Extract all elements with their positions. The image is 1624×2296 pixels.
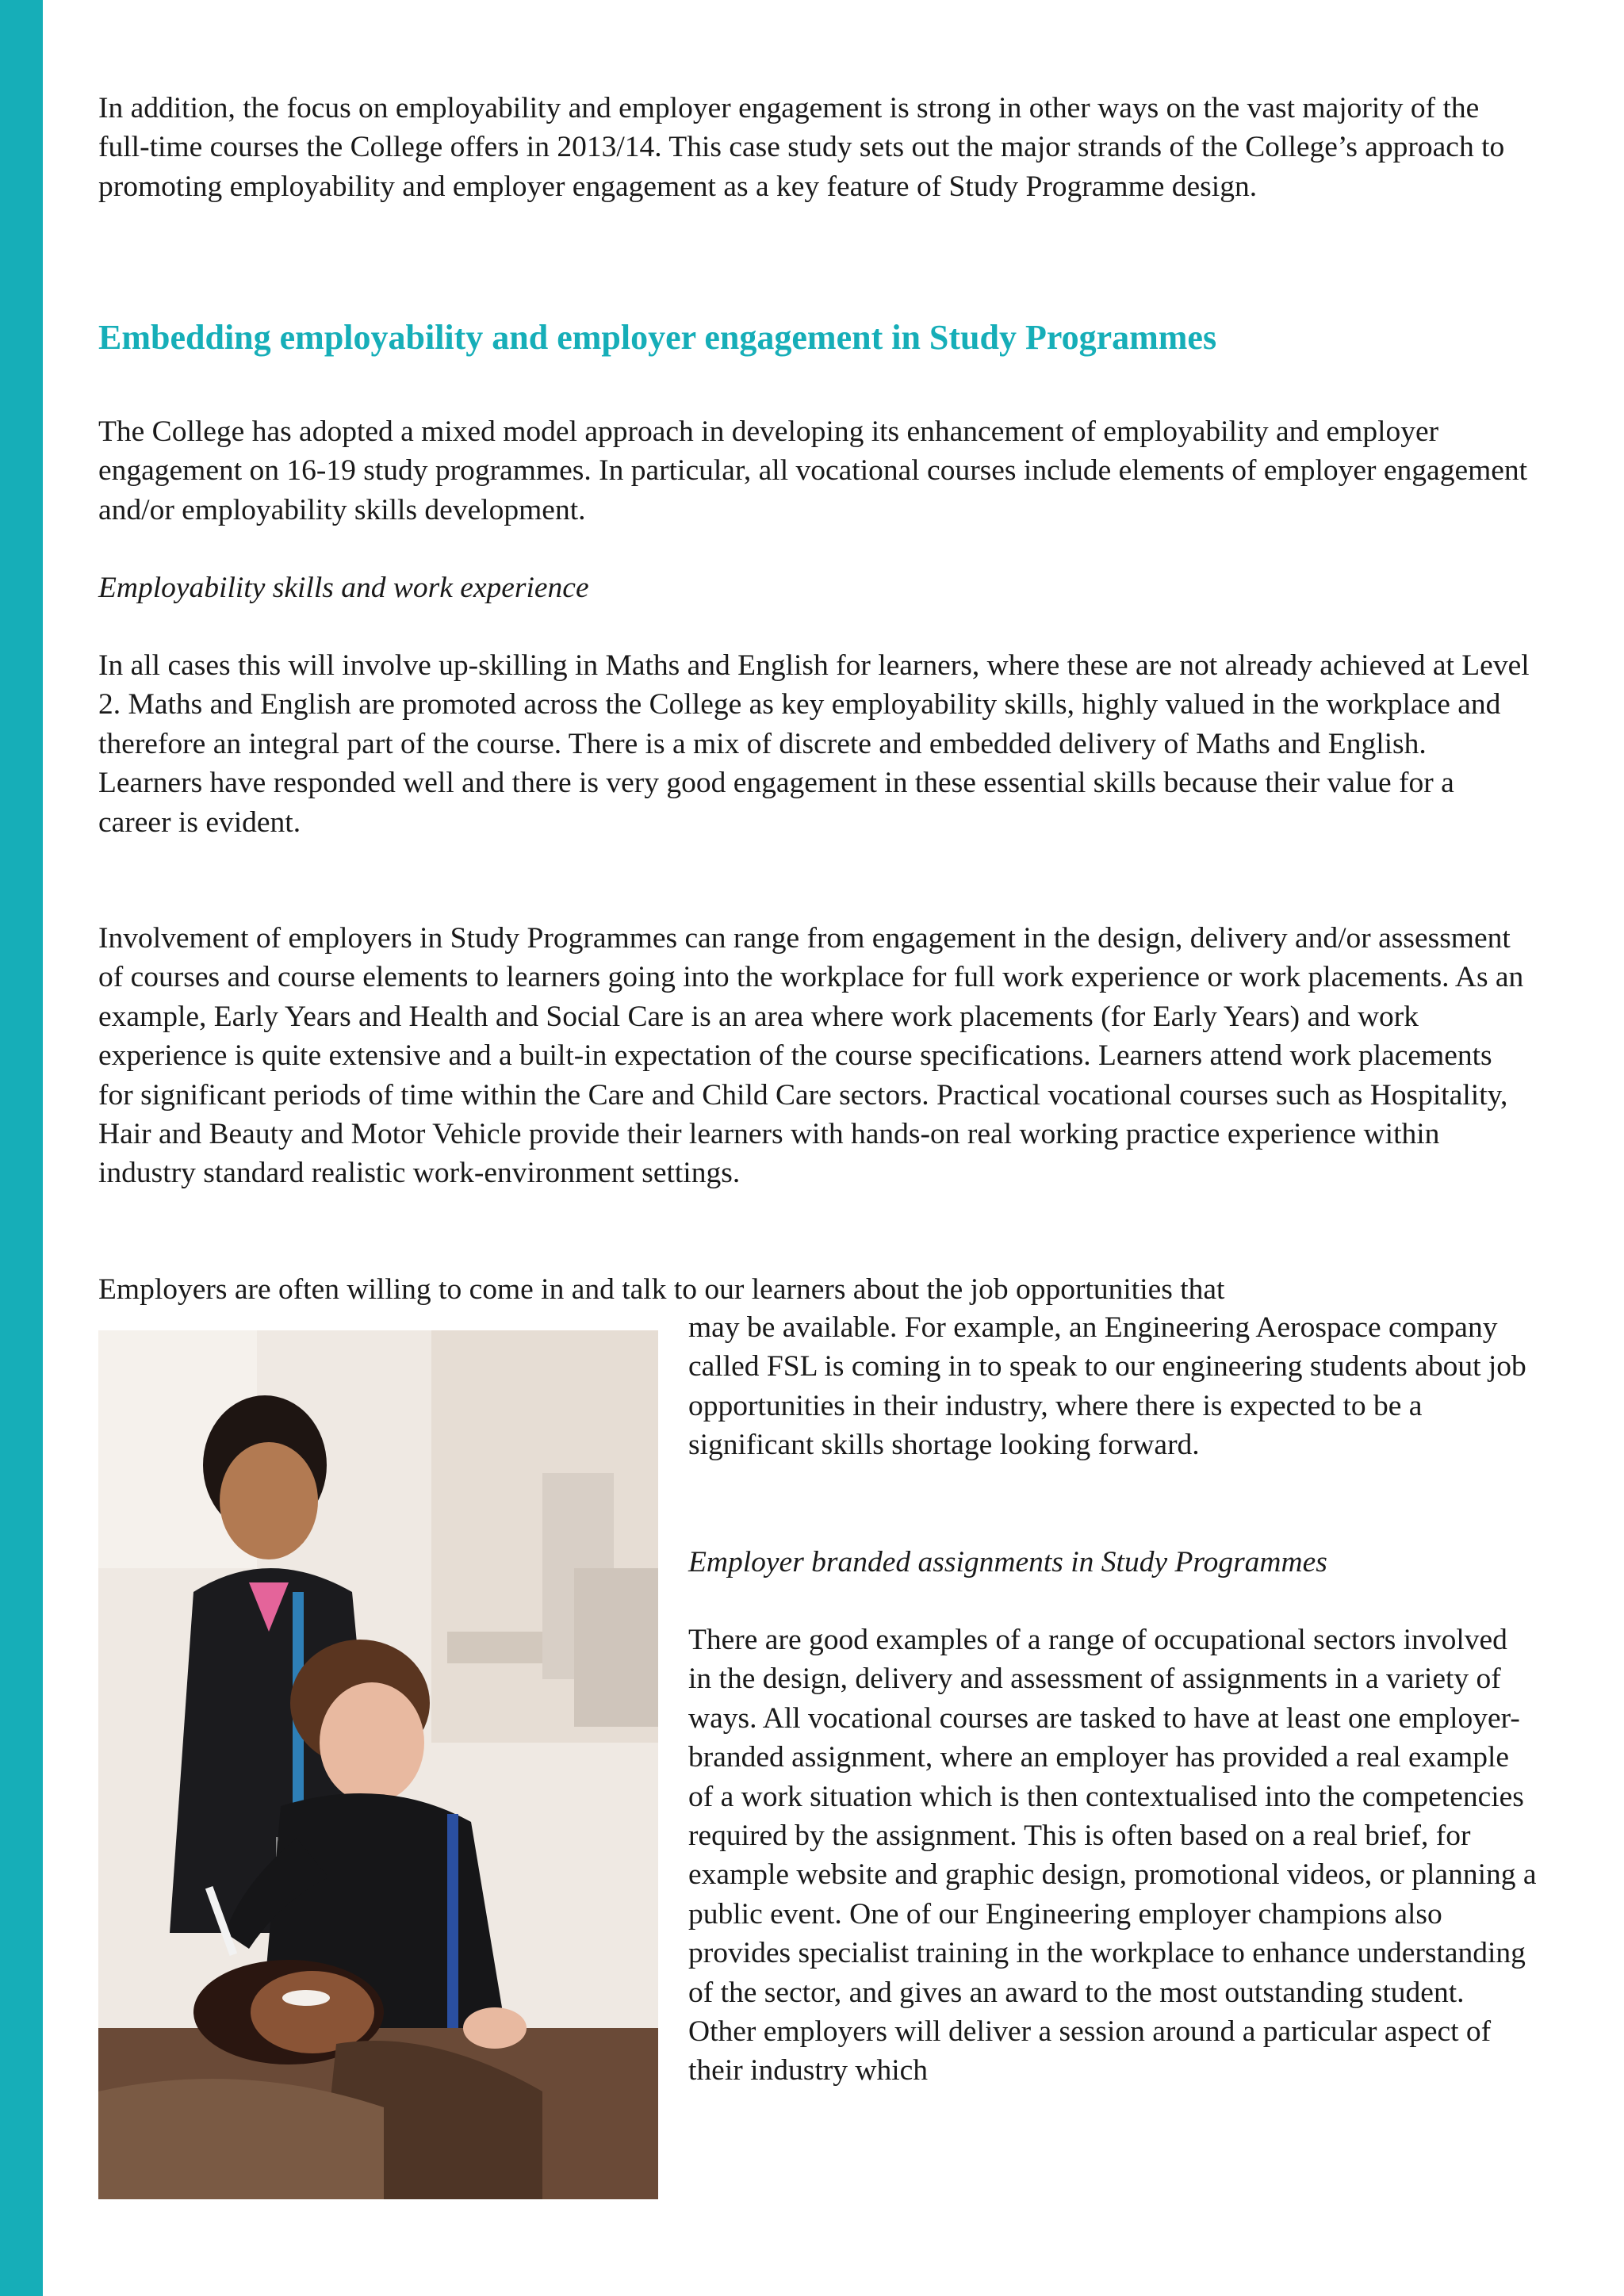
paragraph-maths-english: In all cases this will involve up-skilling in Maths and English for learners, where these are not already achieved at Level 2. Maths and English are promoted across the College as key employability skills, highly valued in the workplace and therefore an integral part of the course. There is a mix of discrete and embedded delivery of Maths and English. Learners have responded well and there is very good engagement in these essential skills because their value for a career is evident. bbox=[98, 649, 1530, 839]
paragraph-employers-talk-continued: may be available. For example, an Engineering Aerospace company called FSL is coming in to speak to our engineering students about job opportunities in their industry, where there is expected to be a significant skills shortage looking forward. bbox=[688, 1311, 1526, 1462]
paragraph-occupational-sectors: There are good examples of a range of occupational sectors involved in the design, delivery and assessment of assignments in a variety of ways. All vocational courses are tasked to have at least one employer-branded assignment, where an employer has provided a real example of a work situation which is then contextualised into the competencies required by the assignment. This is often based on a real brief, for example website and graphic design, promotional videos, or planning a public event. One of our Engineering employer champions also provides specialist training in the workplace to enhance understanding of the sector, and gives an award to the most outstanding student. Other employers will deliver a session around a particular aspect of their industry which bbox=[688, 1624, 1537, 2087]
accent-sidebar bbox=[0, 0, 43, 2296]
paragraph-mixed-model: The College has adopted a mixed model approach in developing its enhancement of employability and employer engagement on 16-19 study programmes. In particular, all vocational courses include elements of employer engagement and/or employability skills development. bbox=[98, 415, 1528, 526]
section-heading: Embedding employability and employer engagement in Study Programmes bbox=[98, 318, 1217, 357]
paragraph-employers-talk-first-line: Employers are often willing to come in and talk to our learners about the job opportunities that bbox=[98, 1273, 1225, 1306]
intro-paragraph: In addition, the focus on employability and employer engagement is strong in other ways on the vast majority of the full-time courses the College offers in 2013/14. This case study sets out the major strands of the College’s approach to promoting employability and employer engagement as a key feature of Study Programme design. bbox=[98, 92, 1505, 203]
subheading-employability-skills: Employability skills and work experience bbox=[98, 572, 589, 604]
subheading-employer-branded: Employer branded assignments in Study Programmes bbox=[688, 1546, 1327, 1578]
paragraph-employer-involvement: Involvement of employers in Study Programmes can range from engagement in the design, delivery and/or assessment of courses and course elements to learners going into the workplace for full work experience or work placements. As an example, Early Years and Health and Social Care is an area where work placements (for Early Years) and work experience is quite extensive and a built-in expectation of the course specifications. Learners attend work placements for significant periods of time within the Care and Child Care sectors. Practical vocational courses such as Hospitality, Hair and Beauty and Motor Vehicle provide their learners with hands-on real working practice experience within industry standard realistic work-environment settings. bbox=[98, 922, 1524, 1190]
beauty-therapy-photo bbox=[98, 1330, 658, 2199]
